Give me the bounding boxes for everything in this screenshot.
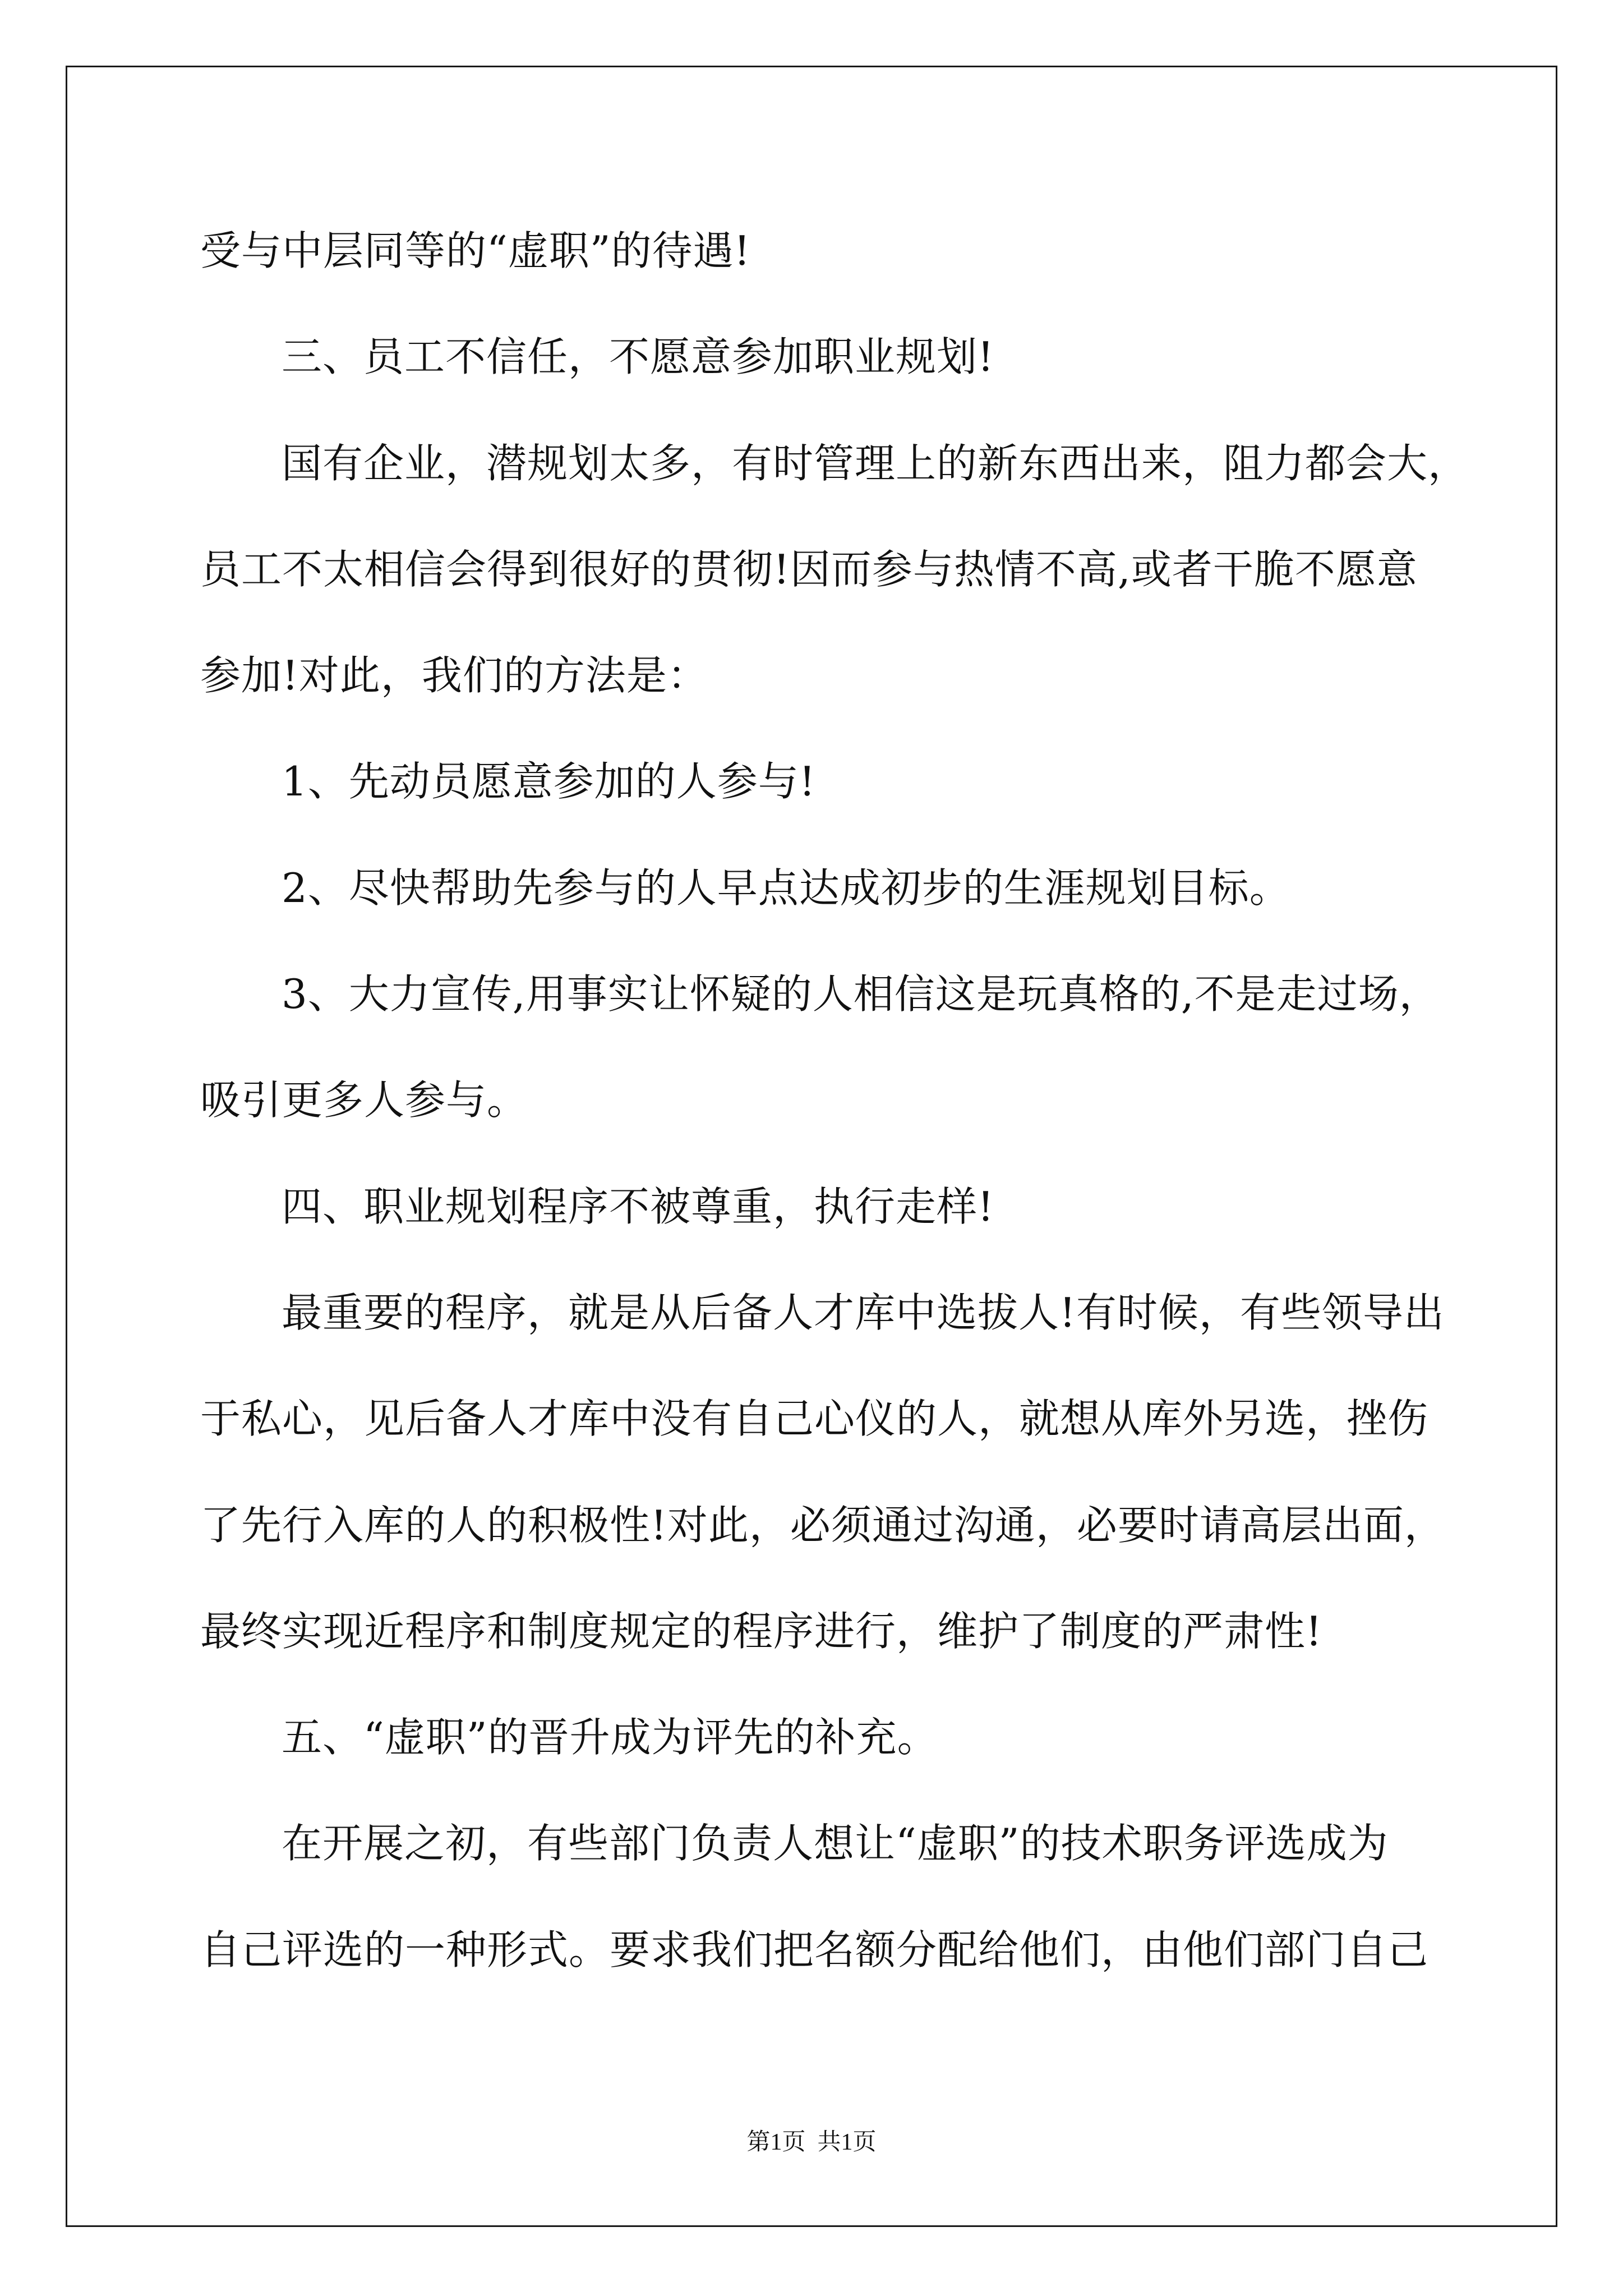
- section-heading: 三、员工不信任，不愿意参加职业规划!: [282, 333, 994, 381]
- text-line: 参加!对此，我们的方法是：: [200, 652, 708, 700]
- text-line: 受与中层同等的“虚职”的待遇!: [200, 227, 751, 274]
- text-line: 吸引更多人参与。: [200, 1076, 528, 1124]
- section-heading: 五、“虚职”的晋升成为评先的补充。: [282, 1714, 938, 1761]
- text-line: 最终实现近程序和制度规定的程序进行，维护了制度的严肃性!: [200, 1607, 1322, 1655]
- document-body: [200, 198, 1535, 2003]
- text-line: 国有企业，潜规划太多，有时管理上的新东西出来，阻力都会大，: [282, 439, 1469, 487]
- list-item: 3、大力宣传,用事实让怀疑的人相信这是玩真格的,不是走过场，: [282, 970, 1440, 1018]
- list-item: 1、先动员愿意参加的人参与!: [282, 758, 816, 806]
- list-item: 2、尽快帮助先参与的人早点达成初步的生涯规划目标。: [282, 864, 1290, 912]
- text-line: 最重要的程序，就是从后备人才库中选拔人!有时候，有些领导出: [282, 1289, 1445, 1336]
- page-number-footer: 第1页 共1页: [746, 2129, 877, 2155]
- text-line: 员工不太相信会得到很好的贯彻!因而参与热情不高,或者干脆不愿意: [200, 545, 1418, 593]
- text-line: 了先行入库的人的积极性!对此，必须通过沟通，必要时请高层出面，: [200, 1501, 1445, 1549]
- text-line: 自己评选的一种形式。要求我们把名额分配给他们，由他们部门自己: [200, 1926, 1429, 1973]
- text-line: 于私心，见后备人才库中没有自己心仪的人，就想从库外另选，挫伤: [200, 1395, 1429, 1443]
- text-line: 在开展之初，有些部门负责人想让“虚职”的技术职务评选成为: [282, 1820, 1389, 1867]
- section-heading: 四、职业规划程序不被尊重，执行走样!: [282, 1182, 994, 1230]
